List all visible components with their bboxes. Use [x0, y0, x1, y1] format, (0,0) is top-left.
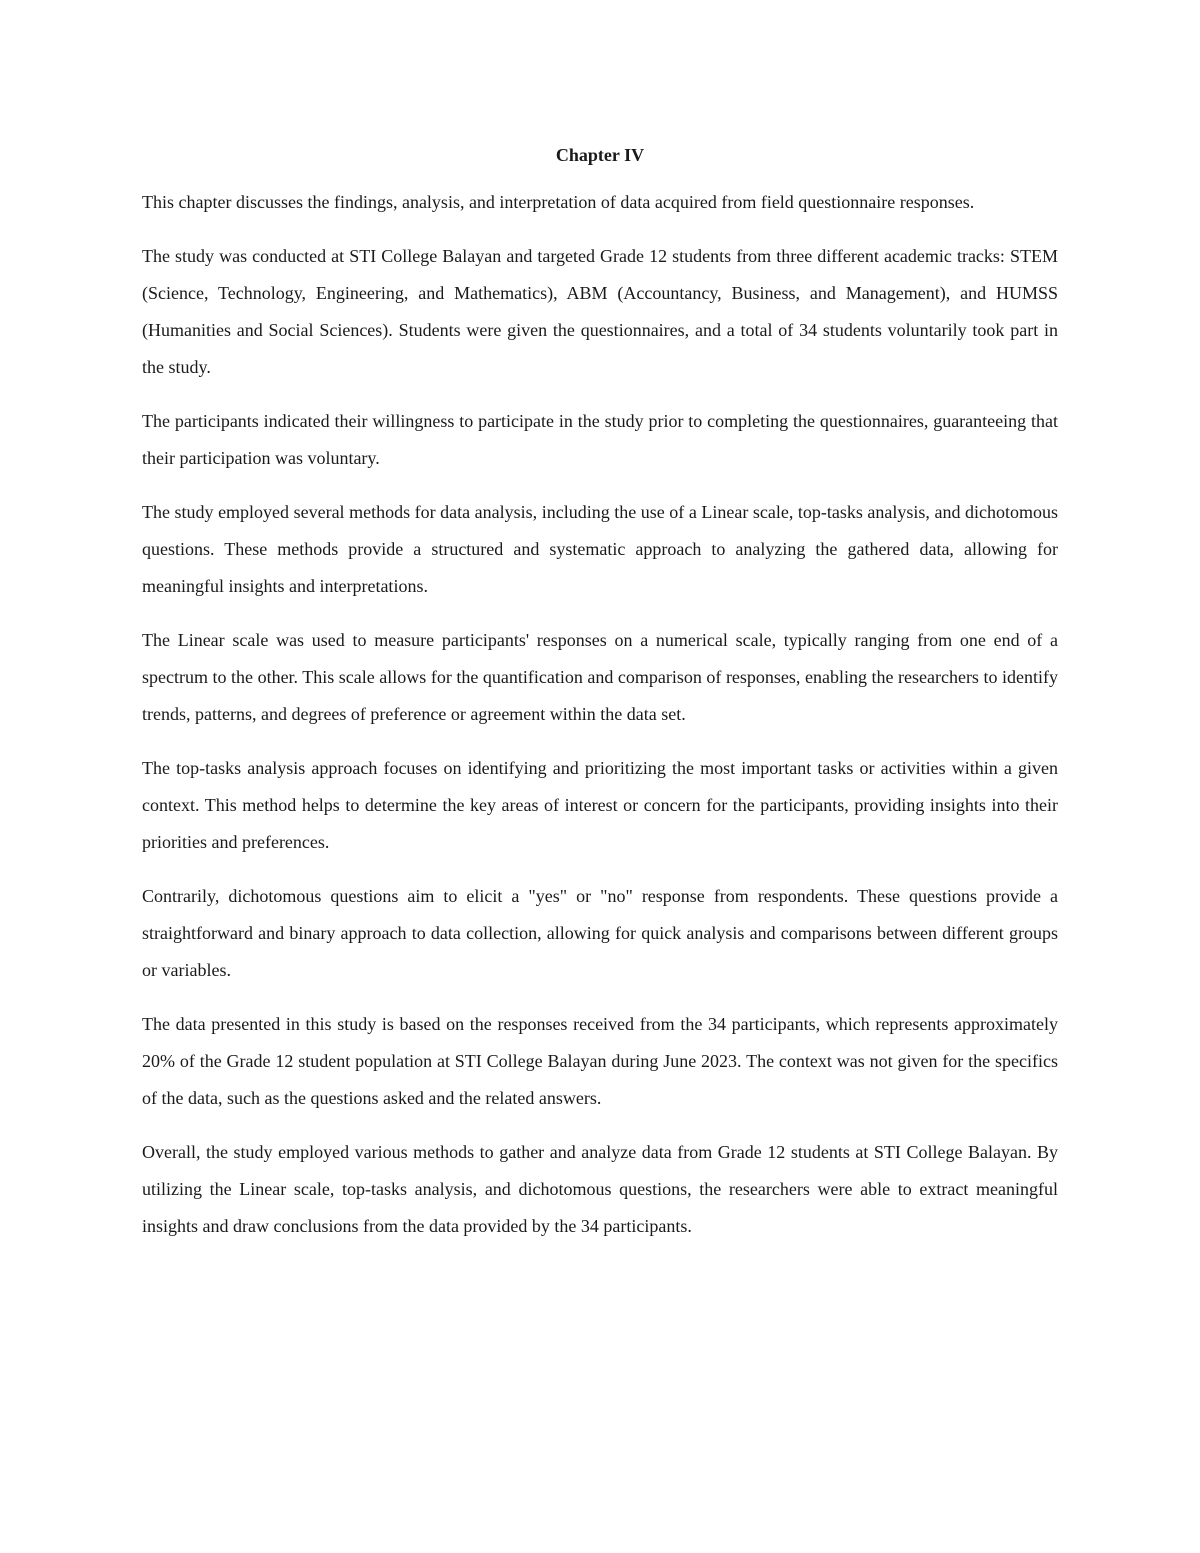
paragraph-participation: The participants indicated their willingness to participate in the study prior to completing the questionnaires, guaranteeing that their participation was voluntary.: [142, 411, 1058, 468]
paragraph-top-tasks: The top-tasks analysis approach focuses on identifying and prioritizing the most important tasks or activities within a given context. This method helps to determine the key areas of interest or concern for the participants, providing insights into their priorities and preferences.: [142, 758, 1058, 852]
paragraph-overall: Overall, the study employed various methods to gather and analyze data from Grade 12 students at STI College Balayan. By utilizing the Linear scale, top-tasks analysis, and dichotomous questions, the researchers were able to extract meaningful insights and draw conclusions from the data provided by the 34 participants.: [142, 1142, 1058, 1236]
paragraph-intro: This chapter discusses the findings, analysis, and interpretation of data acquired from field questionnaire responses.: [142, 192, 975, 212]
paragraph-data-basis: The data presented in this study is based on the responses received from the 34 participants, which represents approximately 20% of the Grade 12 student population at STI College Balayan during June 2023. The context was not given for the specifics of the data, such as the questions asked and the related answers.: [142, 1014, 1058, 1108]
paragraph-linear-scale: The Linear scale was used to measure participants' responses on a numerical scale, typically ranging from one end of a spectrum to the other. This scale allows for the quantification and comparison of responses, enabling the researchers to identify trends, patterns, and degrees of preference or agreement within the data set.: [142, 630, 1058, 724]
chapter-title: Chapter IV: [555, 145, 645, 165]
document-body: [142, 142, 1058, 1262]
paragraph-methods: The study employed several methods for data analysis, including the use of a Linear scale, top-tasks analysis, and dichotomous questions. These methods provide a structured and systematic approach to analyzing the gathered data, allowing for meaningful insights and interpretations.: [142, 502, 1058, 596]
paragraph-study-setting: The study was conducted at STI College Balayan and targeted Grade 12 students from three different academic tracks: STEM (Science, Technology, Engineering, and Mathematics), ABM (Accountancy, Business, and Management), and HUMSS (Humanities and Social Sciences). Students were given the questionnaires, and a total of 34 students voluntarily took part in the study.: [142, 246, 1058, 377]
paragraph-dichotomous: Contrarily, dichotomous questions aim to elicit a "yes" or "no" response from respondents. These questions provide a straightforward and binary approach to data collection, allowing for quick analysis and comparisons between different groups or variables.: [142, 886, 1058, 980]
